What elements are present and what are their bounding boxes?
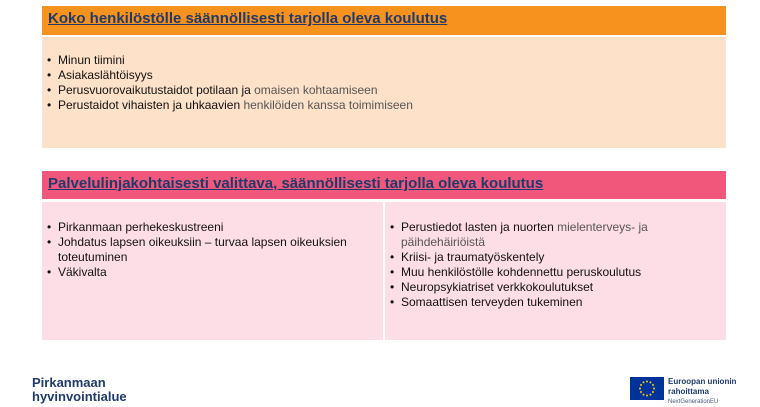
list-item: • Somaattisen terveyden tukeminen	[387, 295, 717, 310]
section1-list	[44, 53, 413, 113]
section2-right-list	[387, 220, 717, 310]
section1-title: Koko henkilöstölle säännöllisesti tarjolla oleva koulutus	[42, 6, 726, 35]
eu-stars-icon	[630, 377, 664, 400]
list-item: • Perusvuorovaikutustaidot potilaan ja omaisen kohtaamiseen	[44, 83, 413, 98]
list-item: • Muu henkilöstölle kohdennettu peruskoulutus	[387, 265, 717, 280]
section2-right-panel	[385, 202, 726, 340]
section2-left-panel	[42, 202, 383, 340]
list-item: • Asiakaslähtöisyys	[44, 68, 413, 83]
eu-line1: Euroopan unionin	[668, 377, 737, 386]
list-item: • Minun tiimini	[44, 53, 413, 68]
section2-left-list	[44, 220, 374, 280]
list-item: • Kriisi- ja traumatyöskentely	[387, 250, 717, 265]
eu-funding-label	[668, 377, 736, 407]
list-item: • Perustaidot vihaisten ja uhkaavien henkilöiden kanssa toimimiseen	[44, 98, 413, 113]
eu-flag-icon	[630, 377, 664, 400]
list-item: • Pirkanmaan perhekeskustreeni	[44, 220, 374, 235]
eu-line2: rahoittama	[668, 387, 709, 396]
list-item: • Perustiedot lasten ja nuorten mielenterveys- ja päihdehäiriöistä	[387, 220, 717, 250]
list-item: • Väkivalta	[44, 265, 374, 280]
eu-subtitle: NextGenerationEU	[668, 399, 719, 405]
logo-line1: Pirkanmaan	[32, 375, 106, 390]
section2-title: Palvelulinjakohtaisesti valittava, säännöllisesti tarjolla oleva koulutus	[42, 171, 726, 199]
logo-line2: hyvinvointialue	[32, 389, 127, 404]
list-item: • Neuropsykiatriset verkkokoulutukset	[387, 280, 717, 295]
list-item: • Johdatus lapsen oikeuksiin – turvaa lapsen oikeuksien toteutuminen	[44, 235, 374, 265]
section1-panel	[42, 37, 726, 148]
